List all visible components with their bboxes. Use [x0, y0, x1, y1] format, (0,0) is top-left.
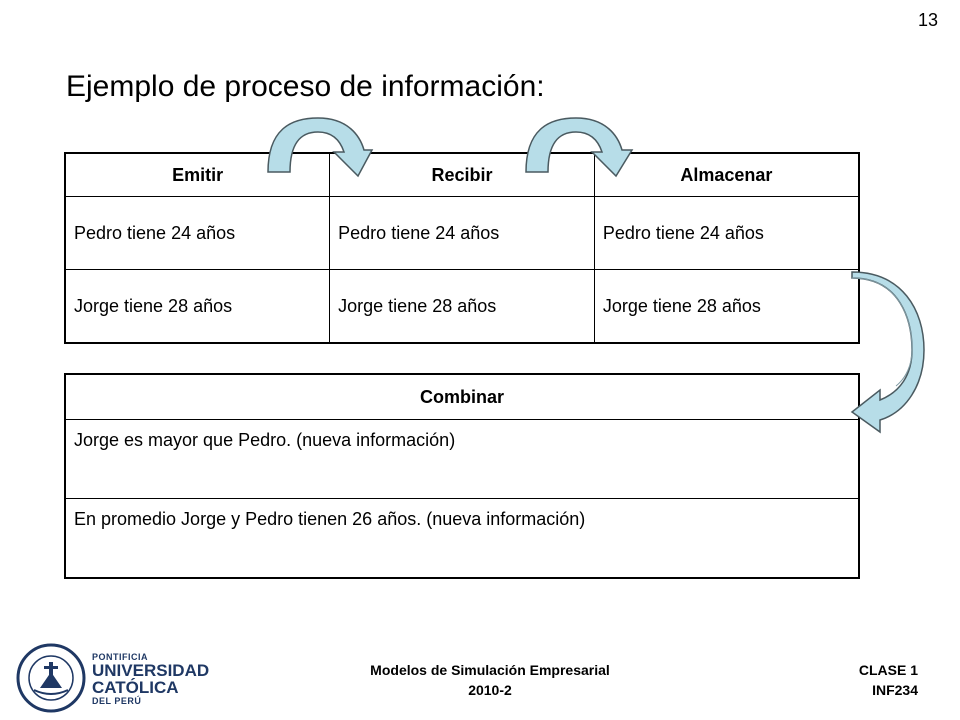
logo-line-1: PONTIFICIA: [92, 652, 148, 662]
slide-title: Ejemplo de proceso de información:: [66, 70, 545, 103]
header-recibir: Recibir: [330, 153, 595, 197]
header-combinar: Combinar: [65, 374, 859, 420]
class-label: CLASE 1: [858, 662, 918, 678]
logo-line-2: UNIVERSIDAD: [92, 661, 210, 680]
header-emitir: Emitir: [65, 153, 330, 197]
footer-class: [859, 660, 918, 700]
course-name: Modelos de Simulación Empresarial: [370, 662, 610, 678]
logo-line-3: CATÓLICA: [92, 678, 179, 697]
table-cell: En promedio Jorge y Pedro tienen 26 años. (nueva información): [65, 499, 859, 579]
table-cell: Pedro tiene 24 años: [594, 197, 859, 270]
logo-line-4: DEL PERÚ: [92, 696, 142, 706]
course-term: 2010-2: [468, 682, 512, 698]
table-cell: Jorge tiene 28 años: [594, 270, 859, 344]
table-cell: Pedro tiene 24 años: [330, 197, 595, 270]
curved-arrow-icon: [268, 118, 372, 176]
table-cell: Pedro tiene 24 años: [65, 197, 330, 270]
table-cell: Jorge tiene 28 años: [65, 270, 330, 344]
footer-course: [355, 660, 625, 700]
table-cell: Jorge es mayor que Pedro. (nueva información): [65, 420, 859, 499]
table-cell: Jorge tiene 28 años: [330, 270, 595, 344]
university-wordmark: [92, 652, 209, 706]
university-seal-logo: [12, 642, 90, 714]
curved-arrow-icon: [852, 272, 924, 432]
header-almacenar: Almacenar: [594, 153, 859, 197]
curved-arrow-icon: [526, 118, 632, 176]
page-number: 13: [917, 10, 938, 30]
course-code: INF234: [872, 682, 918, 698]
